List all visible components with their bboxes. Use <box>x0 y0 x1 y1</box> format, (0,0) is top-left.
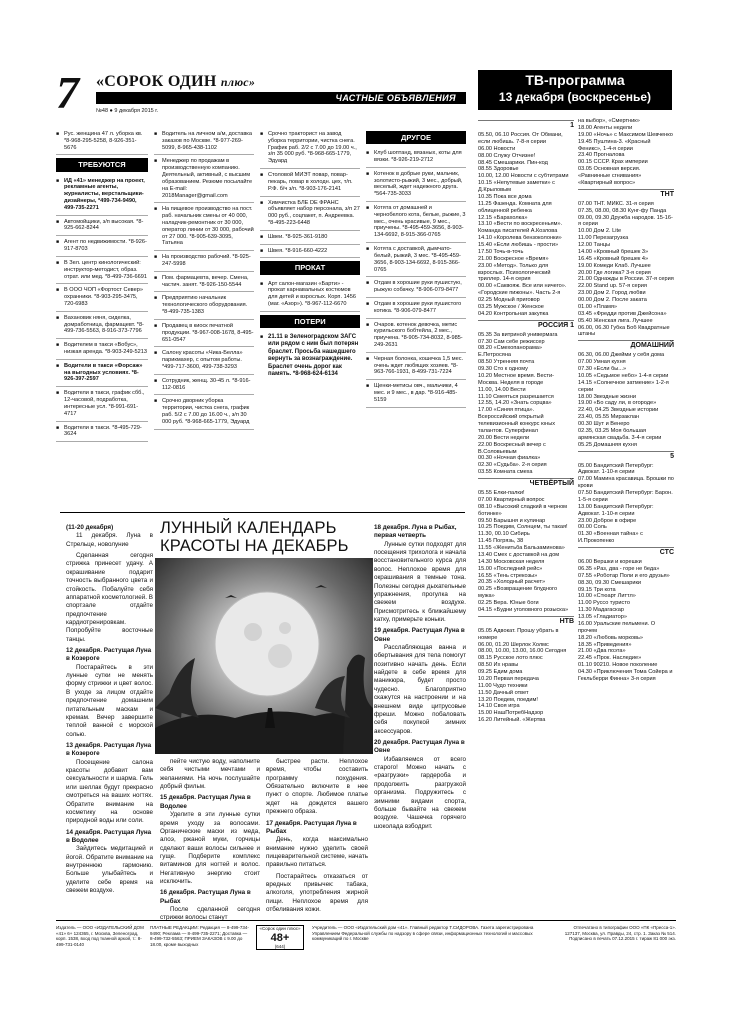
channel-logo: ЧЕТВЁРТЫЙ <box>478 478 574 488</box>
tv-listing: 00.00 Соль <box>578 524 607 531</box>
tv-listing: 21.00 «Два поэта» <box>578 648 626 655</box>
tv-listing: 02.30 «Судьба». 2-я серия <box>478 462 547 469</box>
tv-listing: 19.00 «Бо саду ли, в огороде» <box>578 400 657 407</box>
tv-listing: 21.00 Однажды в России. 37-я серия <box>578 276 674 283</box>
ads-column-2 <box>154 128 254 430</box>
article-paragraph: Постарайтесь отказаться от вредных привычек: табака, алкоголя, употребления жирной пищи. Неплохое время для отбеливания кожи. <box>266 872 368 914</box>
article-day-heading: 12 декабря. Растущая Луна в Козероге <box>66 647 152 663</box>
tv-listing: 07.00 ТНТ. МИКС. 31-я серия <box>578 200 654 207</box>
tv-listing: 19.45 Пуштина-3. «Красный Феникс», 1-4-я серии <box>578 138 651 152</box>
tv-listing: 05.50, 06.10 Россия. От Обмани, если любишь. 7-8-я серии <box>478 132 563 145</box>
footer-print-info: Отпечатано в типографии ООО «ПК «Пресса-1». 127137, Москва, ул. Правды, 24, стр. 1. Заказ № 514. Подписано в печать 07.12.2015 г. тираж 81 000 экз. <box>564 925 676 942</box>
tv-listing: 23.40 Прогналова <box>578 152 625 159</box>
article-day-heading: 20 декабря. Растущая Луна в Овне <box>374 738 465 755</box>
tv-listing: 00.00 «Саквояж. Все или ничего». «Городские пижоны». Часть 2-я <box>478 283 567 297</box>
tv-listing: 22.45 «Прок. Наследие» <box>578 655 642 662</box>
tv-listing: 02.25 Вера. Юные боги <box>478 600 539 606</box>
tv-listing: 05.25 Домашняя кухня <box>578 441 637 448</box>
tv-listing: 08.45 Смешарики. Пин-код <box>478 159 548 166</box>
tv-listing: 08.15 Русское лото плюс <box>478 655 543 662</box>
tv-listing: 03.45 «Фредди против Джейсона» <box>578 310 667 317</box>
moon-image <box>155 558 373 754</box>
tv-listing: 06.00, 06.30 Губка Боб Квадратные штаны <box>578 324 670 338</box>
classified-ad: ■ Арт салон-магазин «Барти» - прокат карнавальных костюмов для детей и взрослых. Корп. 1456 (маг. «Азор»). *8-967-112-6670 <box>260 278 360 312</box>
footer-paper-name: «Сорок один плюс» <box>259 926 301 931</box>
ads-column-1 <box>56 128 148 442</box>
tv-listing: 04.30 «Приключения Тома Сойера и Гекльберри Финна» 3-я серия <box>578 669 673 682</box>
classified-ad: ■ Продавец в киоск печатной продукции. *8-967-008-1678, 8-495-651-0547 <box>154 320 254 347</box>
tv-listing: 17.50 Точь-в-точь <box>478 248 524 255</box>
tv-listing: 12.15 «Барахолка» <box>478 214 528 221</box>
footer <box>56 920 676 956</box>
tv-listing: 08.50 Утренняя почта <box>478 359 535 366</box>
classified-ad: ■ Отдам в хорошие руки пушистого котика. *8-906-079-8477 <box>366 298 466 319</box>
classified-ad: ■ Водитель на личном а/м, доставка заказов по Москве. *8-977-269-5099, 8-965-438-1102 <box>154 128 254 155</box>
tv-listing: 19.00 «Ночь» с Максимом Шевченко <box>578 131 673 138</box>
article-column-1 <box>66 522 153 898</box>
channel-logo: 5 <box>578 451 674 461</box>
classified-ad: ■ Водителем в такси «Вобус», низкая аренда. *8-903-249-5213 <box>56 339 148 360</box>
tv-listing: 08.20 «Смехопанорама» Е.Петросяна <box>478 345 543 359</box>
classified-ad: ■ Отдам в хорошие руки пушистую, рыжую собачку. *8-906-079-8477 <box>366 277 466 298</box>
tv-listing: 23.00 «Метод». Только для взрослых. Психологический триллер. 14-я серия <box>478 262 551 283</box>
tv-listing: 09.30 Сто к одному <box>478 366 528 372</box>
classified-ad: ■ Менеджер по продажам в производственную компанию. Деятельный, активный, с высшим образованием. Резюме посылайте на E-mail: 2018Manager@gmail.com <box>154 155 254 203</box>
tv-listing: 23.00 Доброе в офире <box>578 517 637 524</box>
article-day-heading: 14 декабря. Растущая Луна в Водолее <box>66 828 152 844</box>
article-paragraph: Зайдитесь медитацией и йогой. Обратите внимание на внутреннюю гармонию. Больше улыбайтесь и уделите себе время на свежем воздухе. <box>66 845 153 895</box>
article-paragraph: Сделанная сегодня стрижка принесет удачу. А окрашивание подарит точность выбранного цвета и стойкость. Побалуйте себя аппаратной косметологией. В спортзале отдайте предпочтение кардиотренировкам. Попробуйте восточные танцы. <box>66 552 153 643</box>
tv-listing: 20.00 Вести недели <box>478 434 530 441</box>
rubric-other: ДРУГОЕ <box>366 131 466 144</box>
tv-listing: 15.00 НашПотребНадзор <box>478 710 544 717</box>
lost-ad: ■ 21.11 в Зеленоградском ЗАГС или рядом с ним был потерян браслет. Просьба нашедшего вернуть за вознаграждение. Браслет очень дорог как память. *8-968-624-6134 <box>260 331 360 379</box>
article-day-heading: 16 декабря. Растущая Луна в Рыбах <box>160 889 251 905</box>
tv-listing: 07.30 Сам себе режиссер <box>478 338 545 345</box>
footer-legal: Учредитель — ООО «Издательский дом «41». Главный редактор Т.СИДОРОВА. Газета зарегистрирована Управлением Федеральной службы по надзору в сфере связи, информационных технологий и массовых коммуникаций по г. Москве <box>312 925 534 942</box>
tv-listing: 05.40 Женская лига. Лучшее <box>578 317 653 324</box>
article-title: ЛУННЫЙ КАЛЕНДАРЬ КРАСОТЫ НА ДЕКАБРЬ <box>160 519 349 555</box>
tv-listing: 10.25 Поедим, Солнцем, ты такая! <box>478 524 568 531</box>
classified-ad: ■ Вахановик няня, сиделка, домработница, фармацевт. *8-499-736-5563, 8-916-373-7796 <box>56 312 148 339</box>
footer-contacts: ПЛАТНЫЕ РЕДАКЦИИ: Редакция — 8-499-734-9490; Реклама — 8-499-735-2271; Доставка — 8-499-732-5563; ПРИЕМ ЗАКАЗОВ с 9.00 до 18.00, кроме выходных <box>150 925 249 947</box>
article-column-4 <box>374 522 466 834</box>
article-day-heading: 15 декабря. Растущая Луна в Водолее <box>160 794 251 810</box>
tv-listing: 10.00 «Стюарт Литтл» <box>578 593 636 600</box>
classified-ad: ■ Салону красоты «Чика-Белла» парикмахер, с опытом работы. *499-717-3600, 499-738-3293 <box>154 347 254 374</box>
tv-listing: 11.00 Руссо туристо <box>578 600 630 607</box>
channel-logo: 1 <box>478 120 574 130</box>
tv-listing: 00.30 «Ночная фиалка» <box>478 455 541 462</box>
classified-ad: ■ На производство рабочий. *8-925-247-5998 <box>154 251 254 272</box>
tv-listing: 08.55 Здоровье <box>478 166 519 173</box>
tv-listing: 21.00 Воскресное «Время» <box>478 255 549 262</box>
tv-listing: 18.35 «Приведения» <box>578 641 632 648</box>
tv-listing: 14.10 Своя игра <box>478 703 520 710</box>
rubric-rental: ПРОКАТ <box>260 261 360 274</box>
tv-listing: 18.20 «Любовь морковь» <box>578 634 643 641</box>
classified-ad: ■ Черная болонка, кошечка 1,5 мес. очень ждет любящих хозяев. *8-963-766-1931, 8-499-731-7224 <box>366 353 466 380</box>
channel-logo: ТНТ <box>578 189 674 199</box>
tv-listing: 12.00 Танцы <box>578 242 611 248</box>
classified-ad: ■ Котенок в добрые руки, мальчик, золотисто-рыжий, 3 мес., добрый, веселый, ждет надежного друга. *564-735-3033 <box>366 168 466 202</box>
article-paragraph: Лунные сутки подходят для посещения трихолога и начала восстановительного курса для волос. Неплохое время для окрашивания в темные тона. Полезны сегодня дыхательные упражнения, прогулка на свежем воздухе. Присмотритесь к ближайшему катку, примерьте коньки. <box>374 540 466 623</box>
classified-ad: ■ ИД «41» менеджер на проект, рекламные агенты, журналисты, верстальщики-дизайнеры, *499-734-9490, 499-735-2271 <box>56 175 148 216</box>
tv-listing: 17.00 «Синяя птица». Всероссийский открытый телевизионный конкурс юных талантов. Суперфинал <box>478 407 556 434</box>
paper-name-main: «СОРОК ОДИН <box>96 73 217 90</box>
classified-ad: ■ На пищевое производство на пост. раб. начальник смены от 40 000, наладчик-ремонтник от 30 000, оператор линии от 30 000, рабочий от 27 000. *8-905-639-3095, Татьяна <box>154 203 254 251</box>
ads-column-3 <box>260 128 360 379</box>
channel-logo: ДОМАШНИЙ <box>578 340 674 350</box>
tv-listing: 09.50 Барышня и кулинар <box>478 517 546 524</box>
tv-listing: 14.10 «Королева бензоколонки» <box>478 235 562 242</box>
tv-listing: 15.00 «Последний рейс» <box>478 565 543 572</box>
article-paragraph: Избавляемся от всего старого! Можно начать с «разгрузки» гардероба и продолжить разгрузкой организма. Подружитесь с зимними видами спорта, больше бывайте на свежем воздухе. Чашечка горячего шоколада взбодрит. <box>374 755 466 830</box>
tv-listing: 09.15 Три кота <box>578 586 616 593</box>
rubric-wanted: ТРЕБУЮТСЯ <box>56 158 148 171</box>
article-paragraph: 11 декабря. Луна в Стрельце, новолуние <box>66 532 153 548</box>
tv-listing: 06.35 «Раз, два - горе не беда» <box>578 565 660 572</box>
tv-listing: 11.00 Перезагрузка <box>578 235 629 242</box>
paper-name <box>96 72 255 92</box>
tv-listing: 01.30 «Военная тайна» с И.Прокопенко <box>578 531 643 545</box>
tv-listing: 14.15 «Солнечное затмение» 1-2-я серии <box>578 379 669 393</box>
tv-column-2 <box>578 118 674 918</box>
footer-publisher: Издатель — ООО «ИЗДАТЕЛЬСКИЙ ДОМ «41» 6+ 124365, г. Москва, Зеленоград, корп. 1538, вход под тканной аркой, т.: 8-499-731-0140 <box>56 925 144 947</box>
article-day-heading: 13 декабря. Растущая Луна в Козероге <box>66 741 152 758</box>
tv-listing: 11.00 Чудо техники <box>478 682 528 689</box>
article-column-3 <box>266 758 368 917</box>
tv-listing: 18.00 Звездные жизни <box>578 393 636 400</box>
tv-listing: 18.00 Агенты недели <box>578 124 633 131</box>
tv-listing: 08.50 Их нравы <box>478 662 519 669</box>
tv-listing: 07.30 «Если бы...» <box>578 366 627 372</box>
tv-listing: 06.00 Новости <box>478 145 516 152</box>
tv-listing: 07.00 Умная кухня <box>578 359 626 366</box>
classified-ad: ■ Предприятию начальник технологического оборудования. *8-499-735-1383 <box>154 292 254 319</box>
article-paragraph: Уделите в эти лунные сутки время уходу за волосами. Органические маски из меда, алоэ, ржаной муки, горчицы сделают ваши волосы сильнее и гуще. Подберите комплекс витаминов для ногтей и волос. Негативную энергию стоит исключить. <box>160 811 260 886</box>
tv-listing: 07.50 Бандитский Петербург: Барон. 1-5-я серии <box>578 490 673 503</box>
tv-listing: 05.05 Адвокат. Прошу убрать в номере <box>478 627 559 641</box>
classified-ad: ■ Столовой МИЭТ повар, повар-пекарь, повар в холодн. цех, т/п. Р.Ф. б/ч з/п. *8-903-176-2141 <box>260 169 360 196</box>
tv-listing: 03.55 Комната смеха <box>478 469 533 476</box>
article-paragraph: Расслабляющая ванна и обертывания для тела помогут позитивно начать день. Если найдете в себе время для маникюра, будет просто чудесно. Благоприятно скажутся на настроении и на внешнем виде цитрусовые фреши. Можно побаловать себя покупкой зимних аксессуаров. <box>374 644 466 735</box>
tv-date: 13 декабря (воскресенье) <box>498 90 652 104</box>
channel-logo: СТС <box>578 547 674 557</box>
tv-listing: 14.30 Московская неделя <box>478 558 545 565</box>
tv-listing: 01.00 «Пламя» <box>578 303 618 310</box>
tv-listing: 11.10 Смеяться разрешается <box>478 393 554 400</box>
tv-listing: 00.15 СССР. Крах империи <box>578 159 648 166</box>
tv-listing: 22.00 Stand up. 57-я серия <box>578 283 647 290</box>
tv-listing: 20.35 «Холодный расчет» <box>478 579 546 586</box>
tv-listing: 10.00 Дом 2. Lite <box>578 228 622 235</box>
footer-issue-number: (644) <box>274 943 286 949</box>
classified-ad: ■ Водители в такси. *8-495-729-3624 <box>56 422 148 443</box>
tv-listing: 00.30 Шут и Венеро <box>578 421 630 427</box>
article-day-heading: 17 декабря. Растущая Луна в Рыбах <box>266 819 357 835</box>
tv-listing: 07.55 «Роботар Поли и его друзья» <box>578 572 670 579</box>
tv-listing: 19.00 Комеди Клаб. Лучшее <box>578 262 651 269</box>
article-paragraph: После сделанной сегодня стрижки волосы станут <box>160 906 260 922</box>
tv-listing: 10.15 «Непутевые заметки» с Д.Крыловым <box>478 180 555 193</box>
article-day-heading: 18 декабря. Луна в Рыбах, первая четверть <box>374 524 457 540</box>
tv-listing: 06.00, 01.20 Шерлок Холмс <box>478 641 549 648</box>
tv-listing: 10.35 Пока все дома <box>478 193 532 200</box>
article-paragraph: пейте чистую воду, наполните себя чистыми мечтами и желаниями. На ночь послушайте добрый фильм. <box>160 758 260 791</box>
tv-listing: 13.05 «Гладиатор» <box>578 614 627 620</box>
article-column-2 <box>160 758 260 926</box>
tv-listing: 06.30, 06.00 Джейми у себя дома <box>578 352 665 359</box>
tv-listing: 13.10 «Вести по воскресеньям». Команда писателей А.Козлова <box>478 221 563 235</box>
tv-listing: 14.00 «Кровный брешек 3» <box>578 248 649 255</box>
classified-ad: ■ Щенки-метисы овч., мальчики, 4 мес. и 9 мес., в дар. *8-916-485-5159 <box>366 380 466 407</box>
classified-ad: ■ Срочно тракторист на завод уборка территории, чистка снега. График раб. 2/2 с 7.00 до 19.00 ч., з/п 35 000 руб. *8-968-665-1779, Эдуард <box>260 128 360 169</box>
tv-listing: 20.00 Где логика? 3-я серия <box>578 269 651 276</box>
tv-title: ТВ-программа <box>525 72 625 88</box>
tv-listing: 08.10 «Высокий сладкий в черном ботинке» <box>478 503 568 517</box>
tv-listing: 15.40 «Если любишь - прости» <box>478 242 559 248</box>
paper-name-suffix: плюс» <box>220 75 256 89</box>
tv-listing: 00.00 Дом 2. После заката <box>578 297 647 303</box>
tv-listing: 04.20 Контрольная закупка <box>478 310 549 317</box>
channel-logo: РОССИЯ 1 <box>478 320 574 330</box>
classified-ad: ■ В Зел. центр кинологический: инструктор-методист, образ. отрат. или мед. *8-499-736-6691 <box>56 257 148 284</box>
ads-column-4 <box>366 128 466 408</box>
tv-listing: «Квартирный вопрос» <box>578 179 636 186</box>
classified-ad: ■ Водители в такси, график сбб., 12-часовой, подработка, интересные усл. *8-991-691-4717 <box>56 387 148 421</box>
tv-listing: 09.00, 09.30 Дружба народов. 15-16-я серии <box>578 214 673 228</box>
article-day-heading: 19 декабря. Растущая Луна в Овне <box>374 627 465 643</box>
tv-listing: 10.20 Первая передача <box>478 675 539 682</box>
tv-listing: 22.00 Воскресный вечер с В.Соловьевым <box>478 441 546 455</box>
tv-listing: 09.25 Едим дома <box>478 669 523 675</box>
issue-info: №48 ● 9 декабря 2015 г. <box>96 108 159 114</box>
classified-ad: ■ Швеи. *8-925-361-9180 <box>260 231 360 245</box>
classified-ad: ■ Химчистка БЛЕ DE ФРАНС объявляет набор персонала, з/п 27 000 руб., соцпакет, п. Андреевка. *8-495-223-6448 <box>260 197 360 231</box>
tv-listing: 10.00, 12.00 Новости с субтитрами <box>478 173 569 180</box>
tv-listing: 08.00, 10.00, 13.00, 16.00 Сегодня <box>478 648 567 655</box>
classified-ad: ■ Котята с доставкой, дымчато-белый, рыжий, 3 мес. *8-495-459-3656, 8-903-134-6692, 8-915-366-0765 <box>366 243 466 277</box>
article-paragraph: Постарайтесь в эти лунные сутки не менять форму стрижки и цвет волос. В уходе за лицом отдайте предпочтение домашним питательным маскам и кремам. Вечер завершите теплой ванной с морской солью. <box>66 663 153 738</box>
tv-listing: 03.25 Мужское / Женское <box>478 303 544 310</box>
classified-ad: ■ В ООО ЧОП «Фортост Север» охранники. *8-903-295-3475, 720-6983 <box>56 284 148 311</box>
footer-logo <box>256 925 304 950</box>
section-bar: ЧАСТНЫЕ ОБЪЯВЛЕНИЯ <box>96 92 466 104</box>
classified-ad: ■ Швея. *8-916-660-4222 <box>260 245 360 259</box>
classified-ad: ■ Сотрудник, женщ. 30-45 л. *8-916-112-0816 <box>154 375 254 396</box>
tv-column-1 <box>478 118 574 918</box>
tv-listing: 23.00 Дом 2. Город любви <box>578 290 646 297</box>
classified-ad: ■ Котята от домашней и чернобелого кота, белые, рыжие, 3 мес., очень красивые, 9 мес., приучены. *8-495-459-3656, 8-903-134-6692, 8-915-366-0765 <box>366 202 466 243</box>
classified-ad: ■ Агент по недвижимости. *8-926-917-8703 <box>56 236 148 257</box>
article-paragraph: Посещение салона красоты добавит вам сексуальности и шарма. Гель или шеллак будут прекрасно смотреться на ваших ногтях. Обратите внимание на косметику на основе природной воды или соли. <box>66 758 153 825</box>
tv-listing: 16.20 Литейный. «Жертва <box>478 717 546 724</box>
tv-listing: 11.30 Мадагаскар <box>578 607 624 614</box>
tv-listing: 02.25 Модный приговор <box>478 297 540 303</box>
tv-listing: 22.40, 04.25 Звездные истории <box>578 407 659 414</box>
classified-ad: ■ Автомойщики, з/п высокая. *8-925-662-8244 <box>56 216 148 237</box>
tv-listing: 08.30, 09.30 Смешарики <box>578 579 642 586</box>
tv-listing: 03.05 Основная версия. «Равнинные сгнивания» <box>578 166 642 179</box>
tv-listing: 08.00 Служу Отчизне! <box>478 152 536 159</box>
tv-listing: 13.00 Бандитский Петербург: Адвокат. 1-10-я серии <box>578 503 654 517</box>
tv-listing: 10.20 Местное время. Вести-Москва. Неделя в городе <box>478 372 554 386</box>
tv-listing: 11.25 Фазенда. Комната для облиценной ребенка <box>478 200 552 214</box>
channel-logo: НТВ <box>478 616 574 626</box>
classified-ad: ■ Пом. фармацевта, вечер. Смена, частич. занят. *8-926-150-5544 <box>154 272 254 293</box>
page-number: 7 <box>56 67 79 118</box>
tv-listing: 02.35, 03.25 Моя большая армянская свадьба. 3-4-я серии <box>578 427 662 441</box>
tv-listing: на выбор», «Смертник» <box>578 118 640 124</box>
tv-listing: 07.35, 08.00, 08.30 Кунг-фу Панда <box>578 207 667 214</box>
rubric-lost: ПОТЕРИ <box>260 315 360 328</box>
article-day-heading: (11-20 декабря) <box>66 524 114 531</box>
tv-listing: 11.30, 00.10 Сибирь <box>478 531 530 538</box>
classified-ad: ■ Срочно дворник уборка территории, чистка снега, график раб. 5/2 с 7.00 до 16.00 ч., з/п 30 000 руб. *8-968-665-1779, Эдуард <box>154 395 254 429</box>
tv-listing: 07.00 Квартирный вопрос <box>478 496 545 503</box>
tv-listing: 01.10 90210. Новое поколение <box>578 662 658 669</box>
tv-listing: 00.25 «Возвращение блудного мужа» <box>478 586 558 600</box>
classified-ad: ■ Клуб шоптанд, вязаных, коты для вязки. *8-926-219-2712 <box>366 147 466 168</box>
tv-listing: 16.45 «Кровный брешек 4» <box>578 255 649 262</box>
tv-listing: 10.05 «Седьмое небо» 1-4-я серии <box>578 372 669 379</box>
tv-listing: 11.00, 14.00 Вести <box>478 386 526 393</box>
tv-listing: 12.55, 14.20 «Знать сорцва» <box>478 400 552 407</box>
classified-ad: ■ Рус. женщина 47 л. уборка кв. *8-968-295-5258, 8-926-351-5676 <box>56 128 148 155</box>
tv-listing: 23.40, 05.55 Мирзаклан <box>578 414 640 421</box>
tv-listing: 05.00 Бандитский Петербург: Адвокат. 1-10-я серии <box>578 462 654 476</box>
classified-ad: ■ Очаров. котенок девочка, метис курильского бобтейла, 2 мес., приучена. *8-905-734-8032, 8-985-249-2631 <box>366 319 466 353</box>
tv-listing: 06.00 Вершки и корешки <box>578 559 642 565</box>
tv-listing: 13.40 Смех с доставкой на дом <box>478 551 560 558</box>
tv-listing: 11.45 Погрязь, 38 <box>478 538 524 545</box>
tv-listing: 07.00 Мамина красавица. Брошки по крови <box>578 476 674 490</box>
footer-age-rating: 48+ <box>270 931 290 944</box>
tv-listing: 04.15 «Будни уголовного розыска» <box>478 606 569 613</box>
tv-listing: 11.55 «Женитьба Бальзаминова» <box>478 545 565 551</box>
tv-listing: 16.00 Уральские пельмени. О прочем <box>578 620 656 634</box>
tv-header <box>478 70 672 110</box>
tv-listing: 16.55 «Тень стрекозы» <box>478 572 538 579</box>
article-paragraph: быстрее расти. Неплохое время, чтобы составить программу похудения. Обязательно включите в нее пункт о спорте. Любимое платье ждет на дождется вашего прежнего образа. <box>266 758 368 816</box>
tv-listing: 13.20 Поедем, поедим! <box>478 696 538 703</box>
tv-listing: 05.35 За витриной универмага <box>478 331 558 338</box>
tv-listing: 11.50 Дачный ответ <box>478 689 529 696</box>
tv-listing: 05.55 Елки-палки! <box>478 490 525 496</box>
article-paragraph: День, когда максимально внимание нужно уделить своей пищеварительной системе, начать правильно питаться. <box>266 836 368 869</box>
classified-ad: ■ Водители в такси «Форсаж» на выгодных условиях. *8-926-397-2597 <box>56 360 148 387</box>
